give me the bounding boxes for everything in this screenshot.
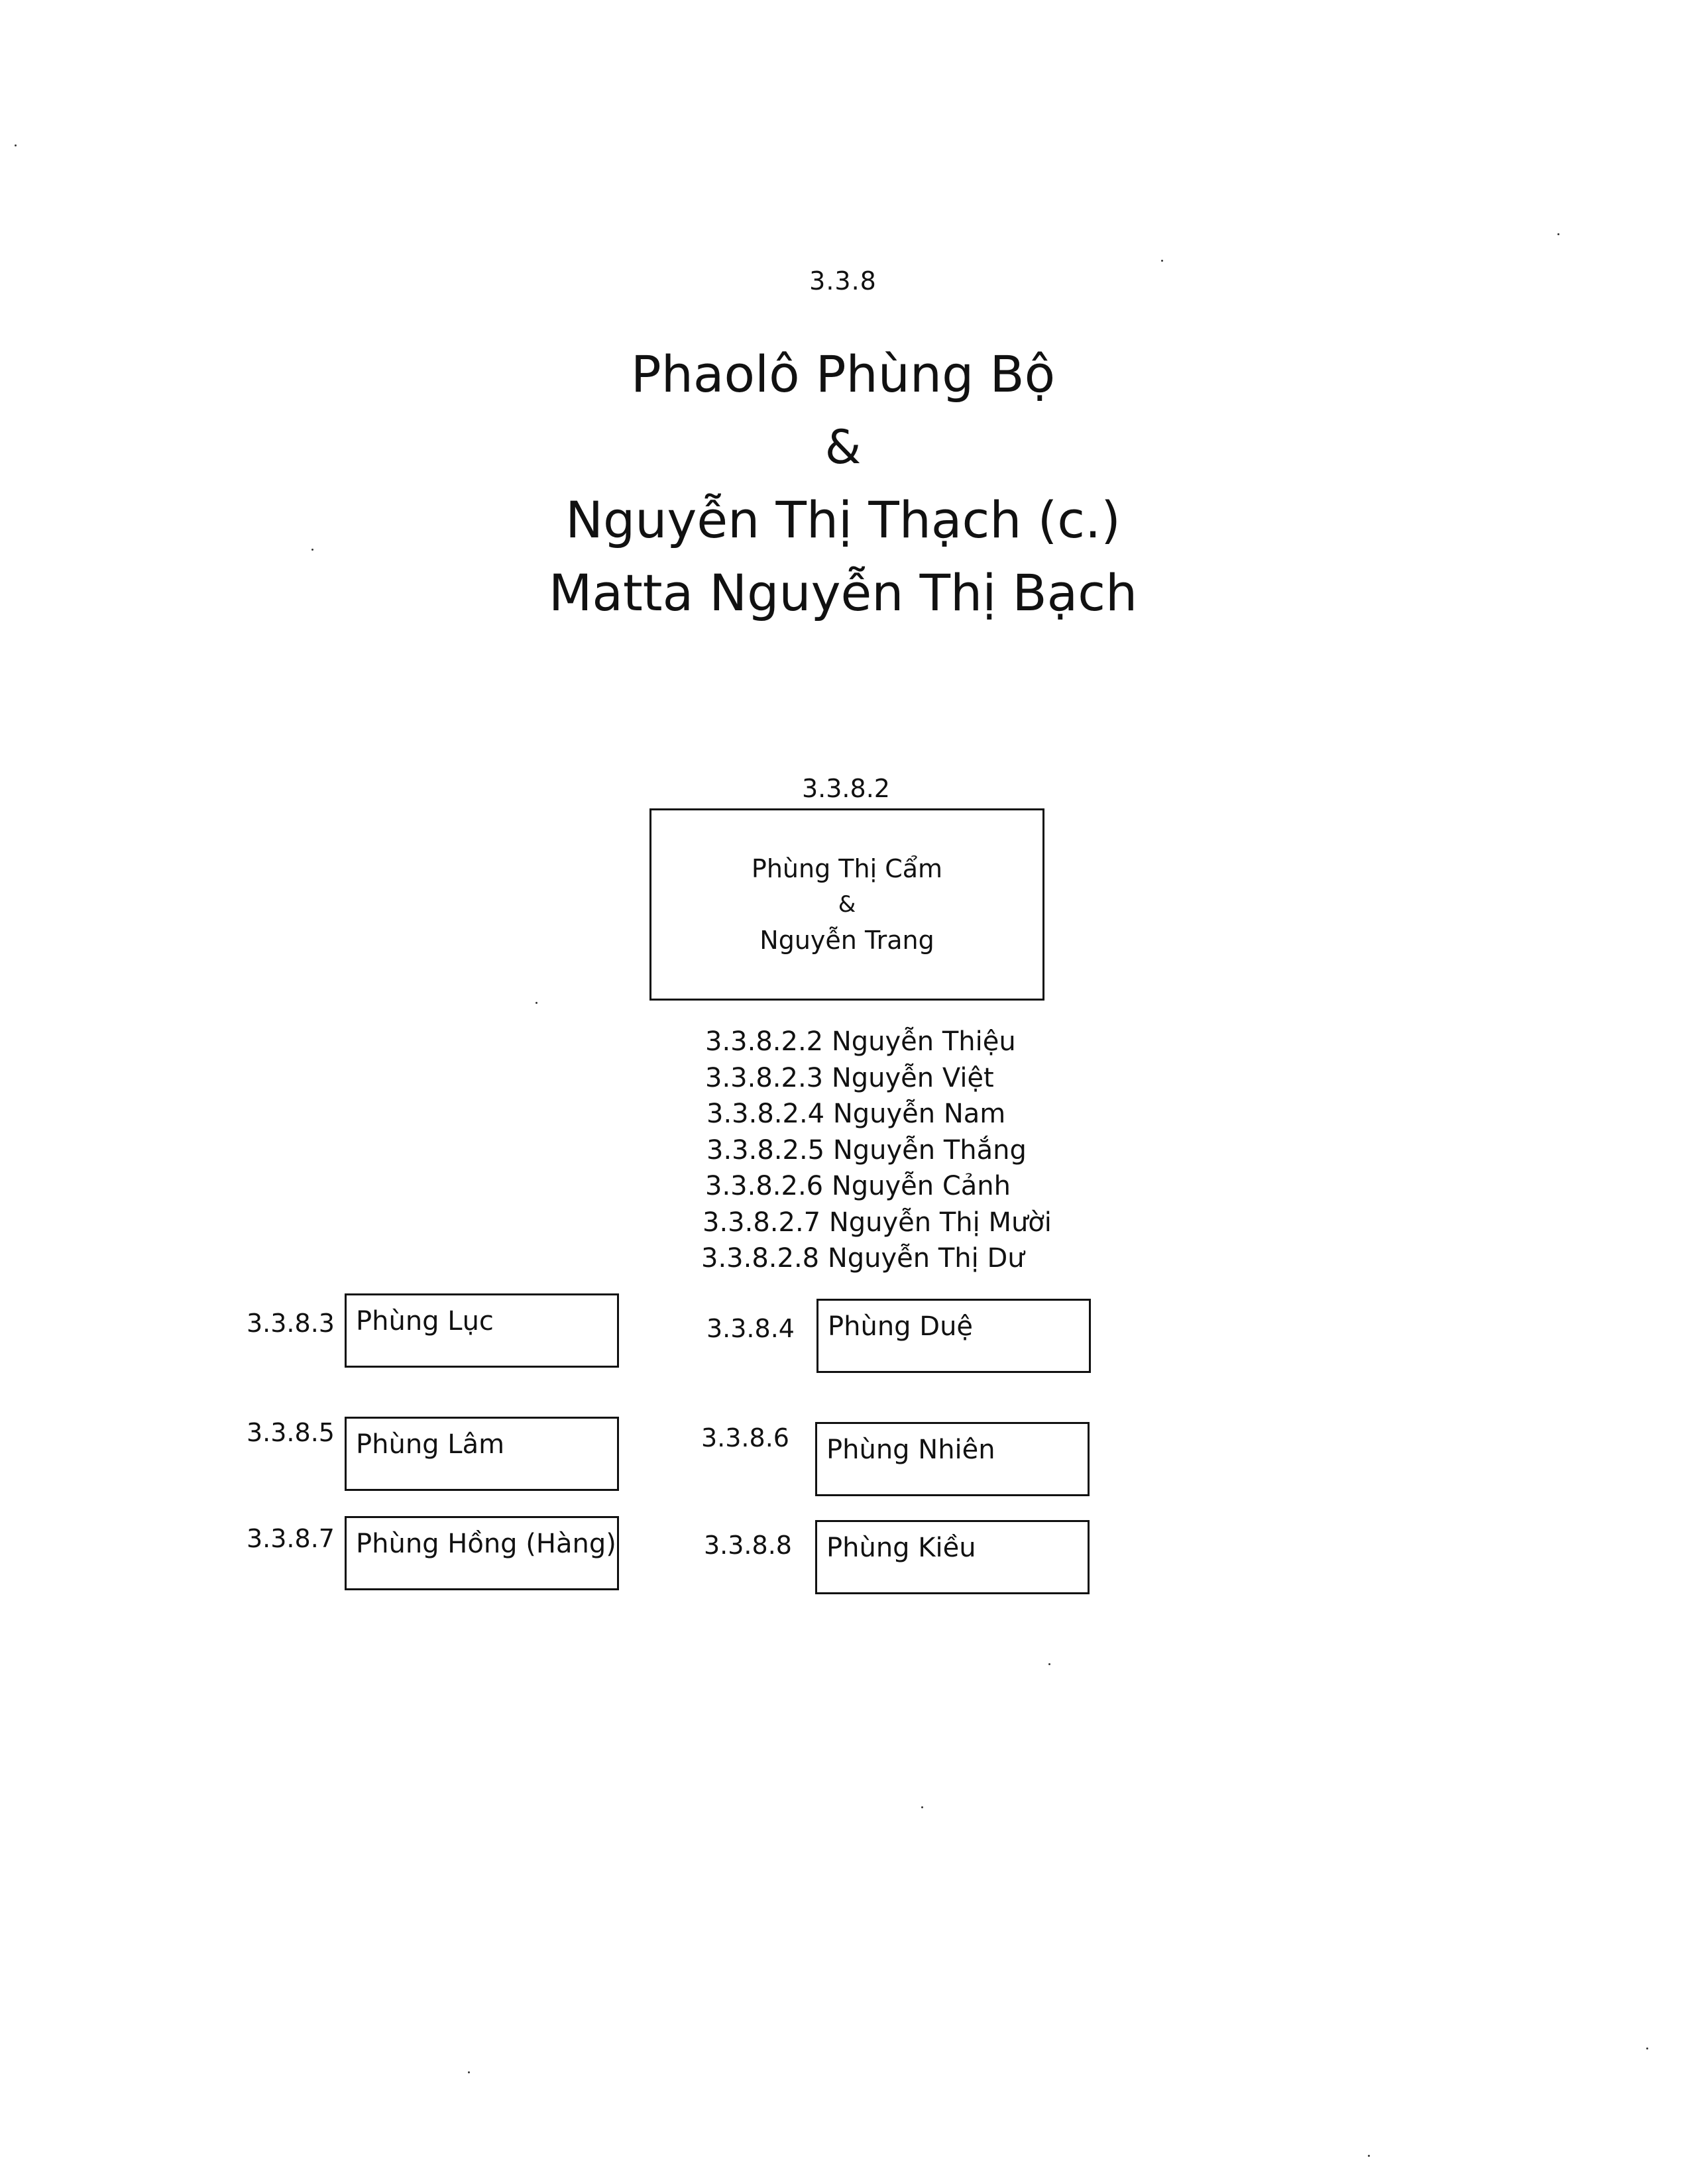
family-ampersand: &	[838, 891, 856, 918]
child-item: 3.3.8.2.8 Nguyễn Thị Dư	[701, 1243, 1025, 1274]
sibling-box	[345, 1516, 619, 1590]
title-mother-alt: Matta Nguyễn Thị Bạch	[548, 563, 1138, 622]
sibling-box	[815, 1520, 1090, 1594]
sibling-box	[816, 1299, 1091, 1373]
sibling-box	[815, 1422, 1090, 1496]
sibling-number: 3.3.8.6	[701, 1423, 789, 1452]
scan-speck	[921, 1806, 923, 1808]
child-item: 3.3.8.2.7 Nguyễn Thị Mười	[702, 1207, 1052, 1238]
child-item: 3.3.8.2.5 Nguyễn Thắng	[706, 1134, 1027, 1166]
scan-speck	[15, 144, 17, 146]
sibling-number: 3.3.8.4	[706, 1314, 795, 1343]
sibling-name: Phùng Nhiên	[826, 1435, 995, 1465]
scan-speck	[311, 549, 313, 551]
scan-speck	[1048, 1663, 1050, 1665]
scan-speck	[1646, 2048, 1648, 2049]
sibling-number: 3.3.8.5	[247, 1418, 335, 1447]
children-list	[701, 1024, 1052, 1277]
child-item: 3.3.8.2.3 Nguyễn Việt	[705, 1062, 994, 1093]
scan-speck	[468, 2071, 470, 2073]
title-mother: Nguyễn Thị Thạch (c.)	[565, 490, 1121, 549]
sibling-name: Phùng Duệ	[828, 1311, 974, 1342]
family-spouse-2: Nguyễn Trang	[759, 926, 934, 955]
scan-speck	[1368, 2155, 1370, 2157]
sibling-name: Phùng Hồng (Hàng)	[356, 1529, 616, 1559]
child-item: 3.3.8.2.2 Nguyễn Thiệu	[705, 1026, 1016, 1057]
sibling-name: Phùng Lâm	[356, 1429, 505, 1460]
sibling-box	[345, 1417, 619, 1491]
scan-speck	[535, 1002, 537, 1004]
family-number: 3.3.8.2	[802, 774, 890, 803]
title-ampersand: &	[824, 420, 862, 474]
sibling-number: 3.3.8.3	[247, 1309, 335, 1338]
family-box	[649, 808, 1044, 1001]
scan-speck	[1557, 233, 1559, 235]
sibling-name: Phùng Lục	[356, 1306, 494, 1337]
family-spouse-1: Phùng Thị Cẩm	[751, 854, 943, 883]
scan-speck	[1161, 260, 1163, 262]
sibling-box	[345, 1293, 619, 1368]
section-number: 3.3.8	[809, 266, 877, 296]
sibling-name: Phùng Kiều	[826, 1533, 976, 1563]
child-item: 3.3.8.2.6 Nguyễn Cảnh	[705, 1171, 1011, 1201]
page-title	[0, 338, 1686, 629]
sibling-number: 3.3.8.8	[704, 1531, 792, 1560]
child-item: 3.3.8.2.4 Nguyễn Nam	[706, 1099, 1006, 1129]
sibling-number: 3.3.8.7	[247, 1524, 335, 1553]
title-father: Phaolô Phùng Bộ	[630, 345, 1056, 404]
